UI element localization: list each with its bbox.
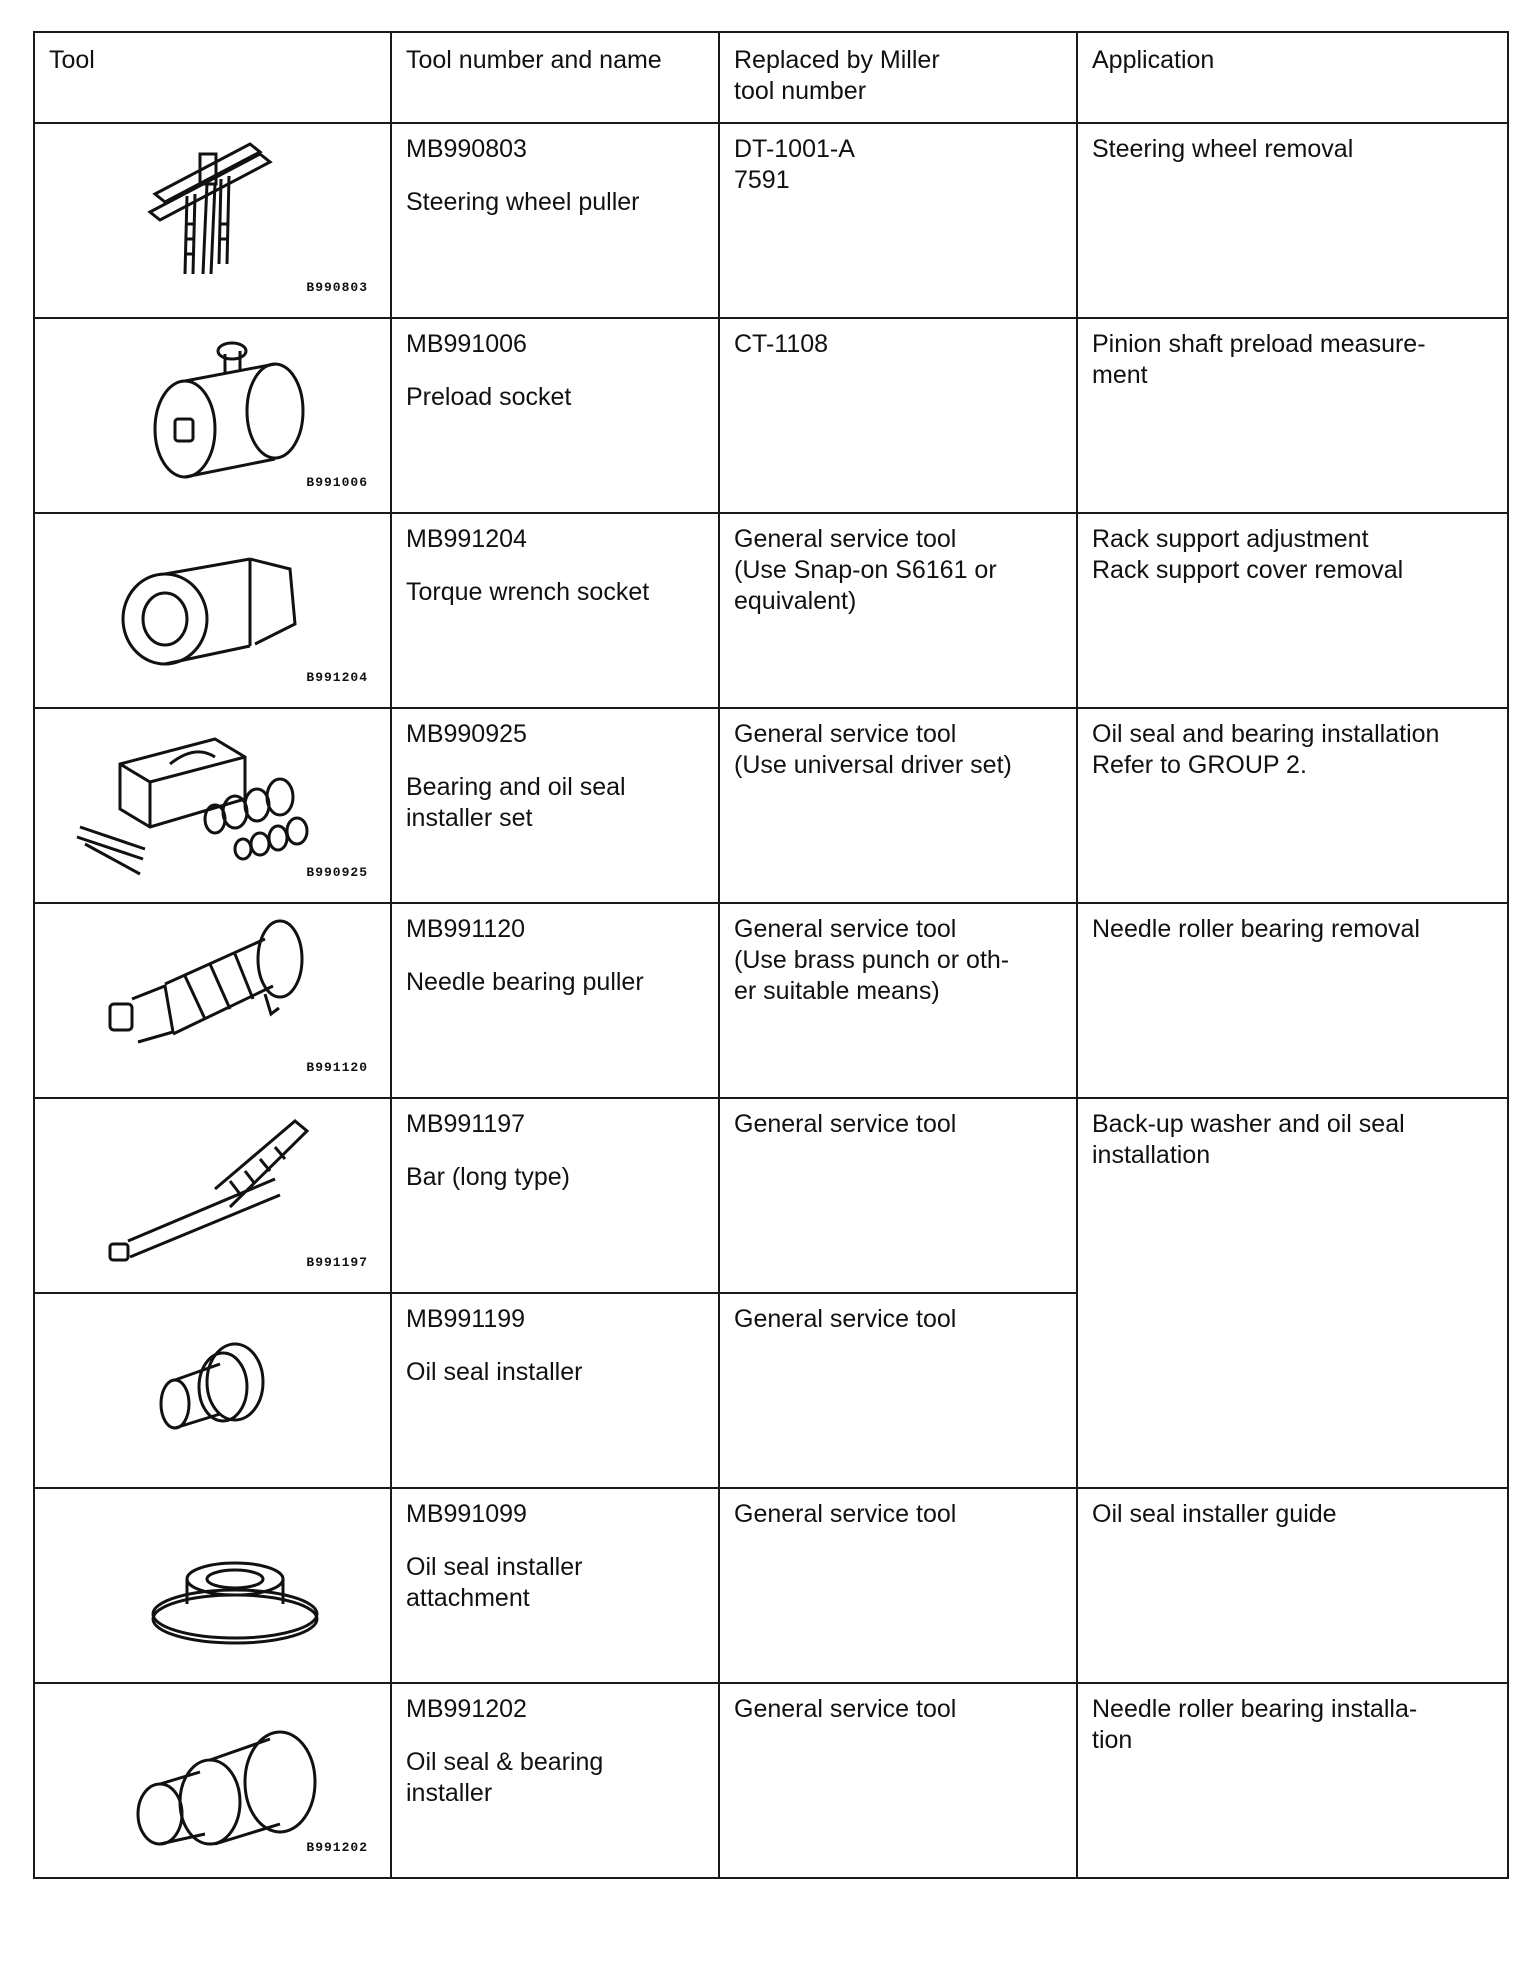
table-row [34, 1683, 1508, 1878]
figure-code: B991202 [306, 1840, 368, 1855]
tool-name: Bearing and oil seal installer set [406, 773, 626, 832]
tool-number-name-cell [391, 903, 719, 1098]
tool-image-cell [34, 1488, 391, 1683]
tool-number: MB991197 [406, 1110, 526, 1138]
replaced-by-text: General service tool [734, 1695, 957, 1723]
table-row [34, 903, 1508, 1098]
tool-number-name-cell [391, 1098, 719, 1293]
tool-name: Torque wrench socket [406, 578, 650, 606]
tool-number: MB990925 [406, 720, 527, 748]
replaced-by-cell [719, 1683, 1077, 1878]
tool-number: MB991006 [406, 330, 527, 358]
figure-code: B990803 [306, 280, 368, 295]
tool-image-cell [34, 1683, 391, 1878]
replaced-by-text: General service tool (Use Snap-on S6161 or equivalent) [734, 525, 997, 615]
application-cell [1077, 123, 1508, 318]
installer-attachment-icon [35, 1489, 392, 1682]
header-replaced-by: Replaced by Miller tool number [719, 32, 1077, 123]
application-text: Pinion shaft preload measure- ment [1092, 330, 1426, 389]
table-row [34, 318, 1508, 513]
tool-name: Needle bearing puller [406, 968, 644, 996]
application-cell [1077, 1098, 1508, 1488]
header-tool: Tool [34, 32, 391, 123]
replaced-by-cell [719, 1488, 1077, 1683]
replaced-by-text: DT-1001-A 7591 [734, 135, 855, 194]
tool-number-name-cell [391, 1293, 719, 1488]
tool-number-name-cell [391, 1488, 719, 1683]
tool-image-cell [34, 513, 391, 708]
tool-number-name-cell [391, 1683, 719, 1878]
header-number-name: Tool number and name [391, 32, 719, 123]
tool-name: Oil seal installer attachment [406, 1553, 583, 1612]
tool-name: Preload socket [406, 383, 572, 411]
replaced-by-cell [719, 1293, 1077, 1488]
application-text: Steering wheel removal [1092, 135, 1354, 163]
tool-number: MB991202 [406, 1695, 527, 1723]
table-row [34, 1098, 1508, 1293]
tool-image-cell [34, 318, 391, 513]
replaced-by-text: General service tool [734, 1110, 957, 1138]
table-row [34, 708, 1508, 903]
replaced-by-cell [719, 708, 1077, 903]
oil-seal-installer-icon [35, 1294, 392, 1487]
figure-code: B991197 [306, 1255, 368, 1270]
replaced-by-text: CT-1108 [734, 330, 829, 358]
application-text: Rack support adjustment Rack support cover removal [1092, 525, 1404, 584]
table-row [34, 1488, 1508, 1683]
tool-image-cell [34, 1293, 391, 1488]
application-cell [1077, 1488, 1508, 1683]
tool-name: Oil seal & bearing installer [406, 1748, 604, 1807]
application-text: Back-up washer and oil seal installation [1092, 1110, 1405, 1169]
tool-image-cell [34, 903, 391, 1098]
application-cell [1077, 903, 1508, 1098]
replaced-by-cell [719, 513, 1077, 708]
tool-image-cell [34, 123, 391, 318]
header-application: Application [1077, 32, 1508, 123]
tool-number: MB991099 [406, 1500, 527, 1528]
application-cell [1077, 1683, 1508, 1878]
application-cell [1077, 513, 1508, 708]
table-row [34, 513, 1508, 708]
figure-code: B990925 [306, 865, 368, 880]
tool-number-name-cell [391, 123, 719, 318]
tool-number: MB990803 [406, 135, 527, 163]
replaced-by-cell [719, 123, 1077, 318]
tool-image-cell [34, 1098, 391, 1293]
tool-image-cell [34, 708, 391, 903]
application-text: Oil seal and bearing installation Refer to GROUP 2. [1092, 720, 1440, 779]
application-cell [1077, 318, 1508, 513]
replaced-by-text: General service tool [734, 1305, 957, 1333]
tool-number: MB991204 [406, 525, 527, 553]
tool-number-name-cell [391, 708, 719, 903]
replaced-by-cell [719, 318, 1077, 513]
figure-code: B991006 [306, 475, 368, 490]
special-tools-table [33, 31, 1509, 1879]
replaced-by-cell [719, 903, 1077, 1098]
header-row [34, 32, 1508, 123]
figure-code: B991204 [306, 670, 368, 685]
replaced-by-cell [719, 1098, 1077, 1293]
application-cell [1077, 708, 1508, 903]
replaced-by-text: General service tool (Use universal driver set) [734, 720, 1012, 779]
tool-number: MB991199 [406, 1305, 526, 1333]
table-row [34, 123, 1508, 318]
tool-number: MB991120 [406, 915, 526, 943]
tool-number-name-cell [391, 318, 719, 513]
figure-code: B991120 [306, 1060, 368, 1075]
tool-number-name-cell [391, 513, 719, 708]
replaced-by-text: General service tool [734, 1500, 957, 1528]
replaced-by-text: General service tool (Use brass punch or oth- er suitable means) [734, 915, 1010, 1005]
application-text: Needle roller bearing installa- tion [1092, 1695, 1418, 1754]
application-text: Needle roller bearing removal [1092, 915, 1420, 943]
application-text: Oil seal installer guide [1092, 1500, 1337, 1528]
tool-name: Steering wheel puller [406, 188, 640, 216]
tool-name: Oil seal installer [406, 1358, 583, 1386]
tool-name: Bar (long type) [406, 1163, 570, 1191]
